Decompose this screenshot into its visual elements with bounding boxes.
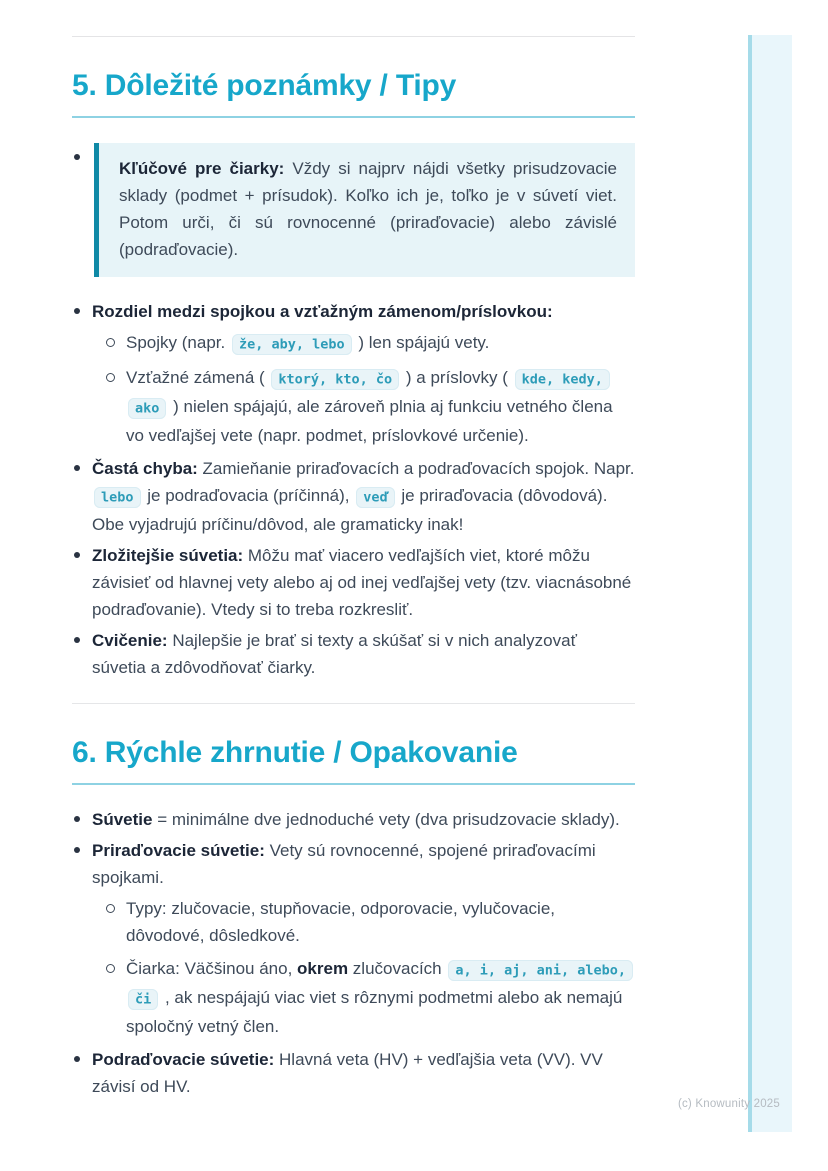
code-chip: veď — [356, 487, 394, 508]
text-run: ) len spájajú vety. — [353, 333, 490, 352]
sub-bullet-item — [104, 329, 635, 358]
text-run: zlučovacích — [348, 959, 447, 978]
section-divider — [72, 703, 635, 704]
bullet-item — [72, 837, 635, 1040]
text-run: Môžu mať viacero vedľajších viet, ktoré môžu závisieť od hlavnej vety alebo aj od inej vedľajšej vety (tzv. viacnásobné podraďovanie). Vtedy si to treba rozkresliť. — [92, 546, 632, 619]
section-5-title: 5. Dôležité poznámky / Tipy — [72, 69, 457, 102]
bullet-item — [72, 1046, 635, 1100]
text-run: je priraďovacia (dôvodová). Obe vyjadrujú príčinu/dôvod, ale gramaticky inak! — [92, 486, 608, 534]
code-chip: kde, kedy, ako — [128, 369, 610, 419]
callout-row — [72, 143, 635, 277]
text-run: , ak nespájajú viac viet s rôznymi podmetmi alebo ak nemajú spoločný vetný člen. — [126, 988, 623, 1036]
bullet-text — [92, 1046, 635, 1100]
code-chip: ktorý, kto, čo — [271, 369, 399, 390]
sub-bullet-item — [104, 955, 635, 1040]
bullet-item — [72, 455, 635, 538]
bullet-marker-icon — [74, 154, 80, 160]
copyright-footer: (c) Knowunity 2025 — [677, 1098, 780, 1110]
callout-text — [119, 155, 617, 263]
section-6 — [72, 736, 635, 1100]
text-run: Vzťažné zámená ( — [126, 368, 270, 387]
section-6-title: 6. Rýchle zhrnutie / Opakovanie — [72, 736, 518, 769]
bold-text: okrem — [297, 959, 349, 978]
page-edge-strip — [748, 35, 792, 1132]
bold-text: Zložitejšie súvetia: — [92, 546, 244, 565]
section-5-title-underline — [72, 116, 635, 118]
bold-text: Podraďovacie súvetie: — [92, 1050, 275, 1069]
bold-text: Priraďovacie súvetie: — [92, 841, 265, 860]
sub-bullet-item — [104, 895, 635, 949]
text-run: Vždy si najprv nájdi všetky prisudzovacie sklady (podmet + prísudok). Koľko ich je, toľko je v súvetí viet. Potom urči, či sú rovnocenné (priraďovacie) alebo závislé (podraďovacie). — [119, 159, 617, 259]
text-run: Typy: zlučovacie, stupňovacie, odporovacie, vylučovacie, dôvodové, dôsledkové. — [126, 899, 556, 945]
bullet-text — [92, 298, 635, 325]
text-run: Hlavná veta (HV) + vedľajšia veta (VV). VV závisí od HV. — [92, 1050, 603, 1096]
bullet-text — [92, 542, 635, 623]
bullet-item — [72, 806, 635, 833]
text-run: Čiarka: Väčšinou áno, — [126, 959, 298, 978]
bold-text: Súvetie — [92, 810, 153, 829]
section-5 — [72, 69, 635, 681]
text-run: Spojky (napr. — [126, 333, 230, 352]
sub-bullet-list — [104, 329, 635, 449]
bullet-text — [92, 627, 635, 681]
text-run: ) a príslovky ( — [401, 368, 513, 387]
sub-bullet-item — [104, 364, 635, 449]
bold-text: Častá chyba: — [92, 459, 198, 478]
top-divider — [72, 36, 635, 37]
text-run: je podraďovacia (príčinná), — [142, 486, 355, 505]
code-chip: a, i, aj, ani, alebo, či — [128, 960, 633, 1010]
callout-bullet — [72, 143, 94, 277]
code-chip: lebo — [94, 487, 141, 508]
code-chip: že, aby, lebo — [232, 334, 352, 355]
bold-text: Cvičenie: — [92, 631, 168, 650]
text-run: Vety sú rovnocenné, spojené priraďovacími spojkami. — [92, 841, 596, 887]
bullet-item — [72, 542, 635, 623]
bold-text: Kľúčové pre čiarky: — [119, 159, 285, 178]
section-6-title-underline — [72, 783, 635, 785]
callout-box — [94, 143, 635, 277]
bullet-text — [92, 837, 635, 891]
text-run: Najlepšie je brať si texty a skúšať si v nich analyzovať súvetia a zdôvodňovať čiarky. — [92, 631, 577, 677]
sub-bullet-list — [104, 895, 635, 1040]
bullet-item — [72, 298, 635, 449]
page-content — [72, 0, 635, 1104]
bullet-text — [92, 455, 635, 538]
bullet-text — [92, 806, 635, 833]
bullet-item — [72, 627, 635, 681]
bold-text: Rozdiel medzi spojkou a vzťažným zámenom/príslovkou: — [92, 302, 553, 321]
text-run: = minimálne dve jednoduché vety (dva prisudzovacie sklady). — [152, 810, 620, 829]
section-5-bullet-list — [72, 298, 635, 681]
section-6-bullet-list — [72, 806, 635, 1100]
text-run: ) nielen spájajú, ale zároveň plnia aj funkciu vetného člena vo vedľajšej vete (napr. podmet, príslovkové určenie). — [126, 397, 613, 445]
text-run: Zamieňanie priraďovacích a podraďovacích spojok. Napr. — [197, 459, 635, 478]
